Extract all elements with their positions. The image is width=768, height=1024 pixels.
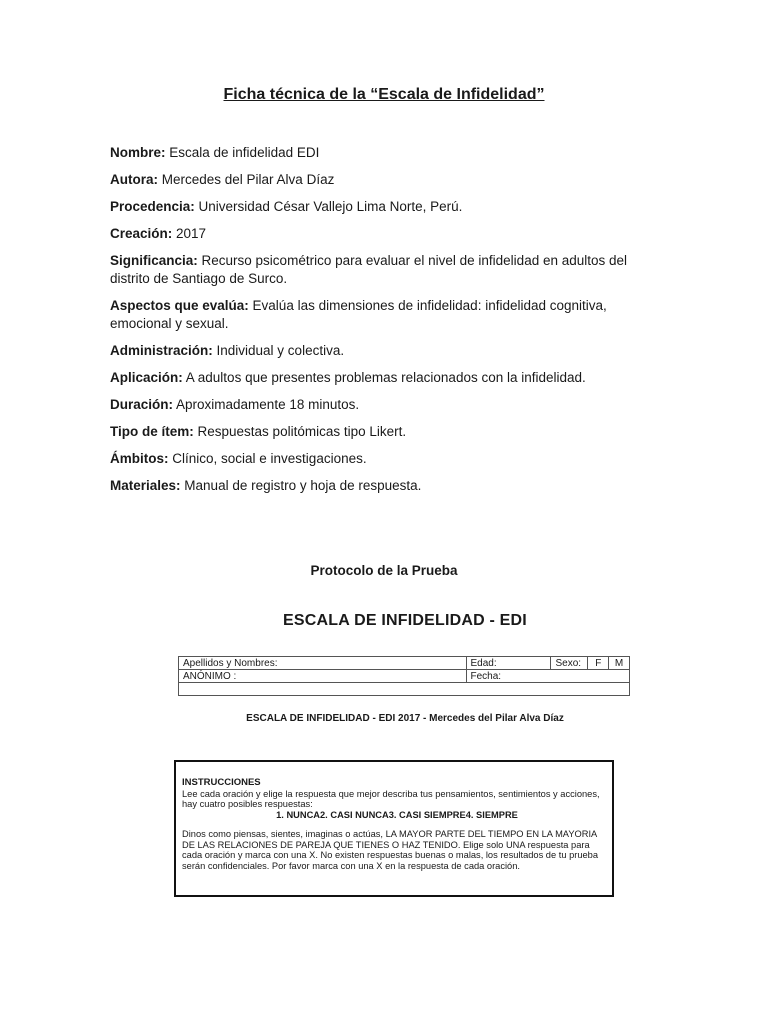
field-nombre: [110, 144, 670, 162]
field-value: Clínico, social e investigaciones.: [168, 451, 367, 466]
field-value: Individual y colectiva.: [212, 343, 345, 358]
date-label: Fecha:: [470, 670, 502, 682]
field-procedencia: [110, 198, 670, 216]
field-ambitos: [110, 450, 670, 468]
field-label: Creación:: [110, 226, 173, 241]
field-tipo-item: [110, 423, 670, 441]
table-row: [179, 670, 630, 683]
field-value: Recurso psicométrico para evaluar el nivel de infidelidad en adultos del distrito de Santiago de Surco.: [110, 253, 628, 286]
field-administracion: [110, 342, 670, 360]
date-cell[interactable]: [466, 670, 629, 683]
field-label: Procedencia:: [110, 199, 195, 214]
field-duracion: [110, 396, 670, 414]
names-cell[interactable]: [179, 657, 467, 670]
field-aspectos: [110, 297, 670, 333]
field-aplicacion: [110, 369, 670, 387]
field-label: Materiales:: [110, 478, 181, 493]
field-label: Autora:: [110, 172, 158, 187]
response-options: 1. NUNCA2. CASI NUNCA3. CASI SIEMPRE4. SIEMPRE: [276, 809, 518, 820]
field-label: Aspectos que evalúa:: [110, 298, 249, 313]
field-value: Respuestas politómicas tipo Likert.: [193, 424, 407, 439]
anon-cell[interactable]: [179, 670, 467, 683]
field-label: Tipo de ítem:: [110, 424, 194, 439]
sex-f-cell[interactable]: [588, 657, 609, 670]
respondent-info-table: [178, 656, 630, 696]
field-label: Ámbitos:: [110, 451, 169, 466]
field-list: [110, 144, 670, 504]
table-row: [179, 657, 630, 670]
names-label: Apellidos y Nombres:: [183, 657, 278, 669]
sex-f-option: F: [595, 657, 602, 669]
age-cell[interactable]: [466, 657, 551, 670]
field-label: Duración:: [110, 397, 174, 412]
protocol-heading: Protocolo de la Prueba: [310, 563, 458, 578]
field-materiales: [110, 477, 670, 495]
field-label: Administración:: [110, 343, 213, 358]
field-value: Universidad César Vallejo Lima Norte, Perú.: [194, 199, 463, 214]
field-creacion: [110, 225, 670, 243]
field-label: Aplicación:: [110, 370, 183, 385]
instructions-box: [174, 760, 614, 897]
age-label: Edad:: [470, 657, 497, 669]
field-label: Nombre:: [110, 145, 166, 160]
document-title: Ficha técnica de la “Escala de Infidelidad”: [223, 86, 545, 103]
instructions-body: Dinos como piensas, sientes, imaginas o actúas, LA MAYOR PARTE DEL TIEMPO EN LA MAYORIA DE LAS RELACIONES DE PAREJA QUE TIENES O HAZ TENIDO. Elige solo UNA respuesta para cada oración y marca con una X. No existen respuestas buenas o malas, los resultados de tu prueba serán confidenciales. Por favor marca con una X en la respuesta de cada oración.: [182, 829, 599, 871]
blank-cell[interactable]: [179, 683, 630, 696]
field-label: Significancia:: [110, 253, 198, 268]
field-value: 2017: [172, 226, 207, 241]
field-value: Escala de infidelidad EDI: [165, 145, 320, 160]
scale-subtitle: ESCALA DE INFIDELIDAD - EDI 2017 - Mercedes del Pilar Alva Díaz: [246, 713, 564, 724]
sex-m-cell[interactable]: [609, 657, 630, 670]
sex-label-cell: [551, 657, 588, 670]
scale-title: ESCALA DE INFIDELIDAD - EDI: [283, 612, 527, 629]
field-value: A adultos que presentes problemas relacionados con la infidelidad.: [182, 370, 586, 385]
table-row: [179, 683, 630, 696]
field-autora: [110, 171, 670, 189]
anon-label: ANÓNIMO :: [183, 670, 237, 682]
field-significancia: [110, 252, 670, 288]
instructions-intro: Lee cada oración y elige la respuesta que mejor describa tus pensamientos, sentimientos y acciones, hay cuatro posibles respuestas:: [182, 788, 600, 809]
sex-m-option: M: [614, 657, 624, 669]
field-value: Evalúa las dimensiones de infidelidad: infidelidad cognitiva, emocional y sexual.: [110, 298, 607, 331]
instructions-heading: INSTRUCCIONES: [182, 777, 261, 788]
field-value: Manual de registro y hoja de respuesta.: [180, 478, 422, 493]
field-value: Mercedes del Pilar Alva Díaz: [158, 172, 335, 187]
field-value: Aproximadamente 18 minutos.: [173, 397, 360, 412]
sex-label: Sexo:: [555, 657, 582, 669]
